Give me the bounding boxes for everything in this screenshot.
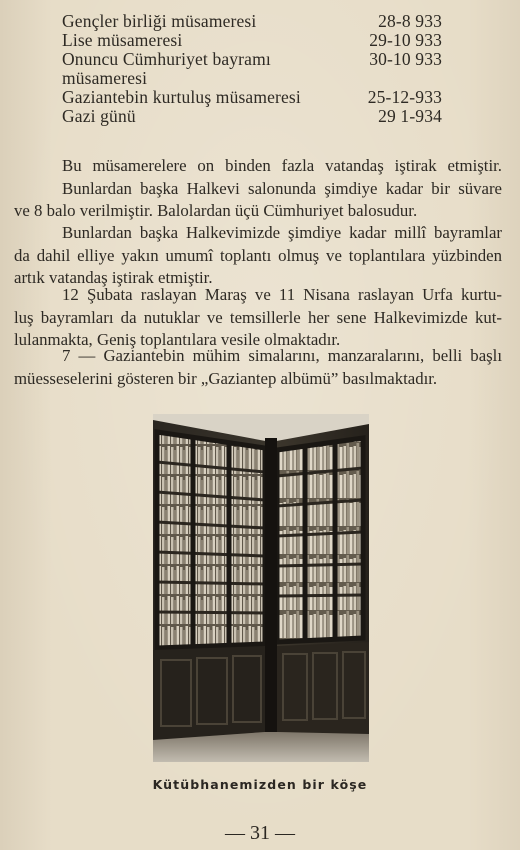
text-line: Bunlardan başka Halkevi salonunda şimdiye kadar bir süvare xyxy=(62,178,502,198)
text-line: da dahil elliye yakın umumî toplantı olmuş ve toplantılara yüzbinden xyxy=(14,245,502,265)
text-line: 12 Şubata raslayan Maraş ve 11 Nisana raslayan Urfa kurtu- xyxy=(62,285,502,304)
event-row xyxy=(62,31,442,50)
text-line: luş bayramları da nutuklar ve temsillerle her sene Halkevimizde kut- xyxy=(14,307,502,327)
event-date: 30-10 933 xyxy=(369,49,442,69)
event-row xyxy=(62,50,442,69)
event-name: Gençler birliği müsameresi xyxy=(62,11,257,31)
event-name: Onuncu Cümhuriyet bayramı xyxy=(62,49,271,69)
paragraph xyxy=(14,222,502,290)
event-row xyxy=(62,107,442,126)
text-line: müesseselerini gösteren bir „Gaziantep albümü” basılmaktadır. xyxy=(14,368,438,388)
page-number: — 31 — xyxy=(225,822,295,844)
event-name: Gazi günü xyxy=(62,106,136,126)
paragraph xyxy=(14,284,502,352)
event-date: 29 1-934 xyxy=(378,106,442,126)
event-list xyxy=(62,12,442,126)
event-date: 28-8 933 xyxy=(378,11,442,31)
event-date: 29-10 933 xyxy=(369,30,442,50)
text-line: Bu müsamerelere on binden fazla vatandaş iştirak etmiştir. xyxy=(62,156,502,175)
event-date: 25-12-933 xyxy=(367,87,442,107)
event-name: Gaziantebin kurtuluş müsameresi xyxy=(62,87,301,107)
text-line: Bunlardan başka Halkevimizde şimdiye kadar millî bayramlar xyxy=(62,223,502,242)
event-name: müsameresi xyxy=(62,68,148,88)
text-line: artık vatandaş iştirak etmiştir. xyxy=(14,268,213,287)
event-row xyxy=(62,12,442,31)
event-row xyxy=(62,88,442,107)
event-row xyxy=(62,69,442,88)
event-name: Lise müsameresi xyxy=(62,30,183,50)
photo-caption: Kütübhanemizden bir köşe xyxy=(152,777,368,792)
paragraph xyxy=(14,155,502,223)
text-line: ve 8 balo verilmiştir. Balolardan üçü Cümhuriyet balosudur. xyxy=(14,201,418,220)
paragraph xyxy=(14,345,502,390)
library-photo xyxy=(153,414,369,762)
text-line: lulanmakta, Geniş toplantılara vesile olmaktadır. xyxy=(14,330,341,349)
text-line: 7 — Gaziantebin mühim simalarını, manzaralarını, belli başlı xyxy=(62,346,502,365)
